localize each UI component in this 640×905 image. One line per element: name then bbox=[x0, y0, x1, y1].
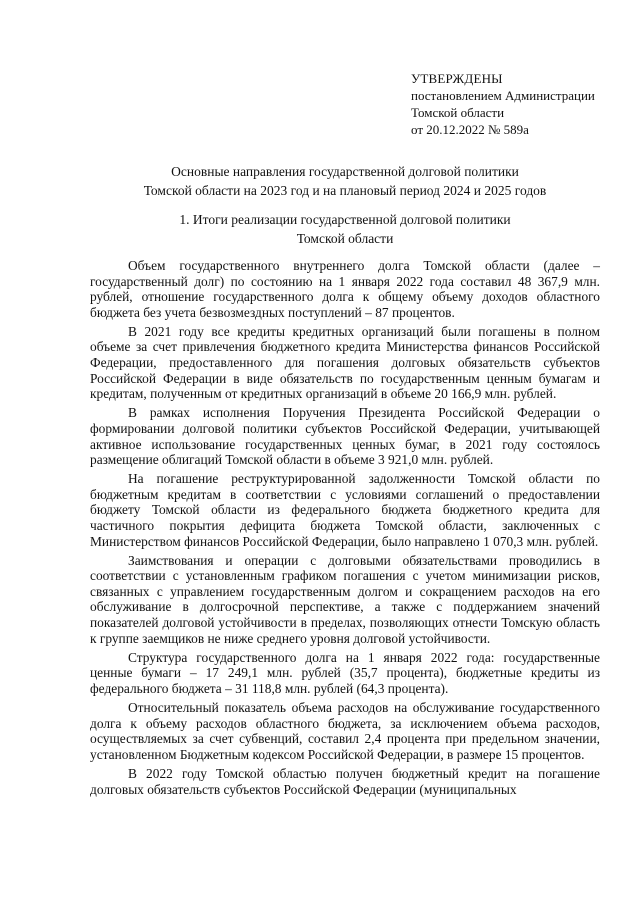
body-paragraph: В 2022 году Томской областью получен бюджетный кредит на погашение долговых обязательств субъектов Российской Федерации (муниципальных bbox=[90, 765, 600, 797]
section-heading bbox=[90, 210, 600, 248]
approval-issuer: постановлением Администрации bbox=[411, 88, 595, 103]
approval-heading: УТВЕРЖДЕНЫ bbox=[411, 71, 503, 86]
document-body bbox=[90, 258, 600, 797]
document-title bbox=[90, 162, 600, 200]
body-paragraph: В 2021 году все кредиты кредитных организаций были погашены в полном объеме за счет привлечения бюджетного кредита Министерства финансов Российской Федерации, предоставленного для погашения долговых обязательств субъектов Российской Федерации в виде обязательств по государственным ценным бумагам и кредитам, полученным от кредитных организаций в объеме 20 166,9 млн. рублей. bbox=[90, 323, 600, 402]
approval-region: Томской области bbox=[411, 105, 505, 120]
body-paragraph: Относительный показатель объема расходов на обслуживание государственного долга к объему расходов областного бюджета, за исключением объема расходов, осуществляемых за счет субвенций, составил 2,4 процента при предельном значении, установленном Бюджетным кодексом Российской Федерации, в размере 15 процентов. bbox=[90, 700, 600, 762]
document-title-line: Основные направления государственной долговой политики bbox=[171, 164, 519, 179]
section-heading-line: Томской области bbox=[296, 231, 394, 246]
approval-stamp bbox=[411, 70, 595, 138]
body-paragraph: На погашение реструктурированной задолженности Томской области по бюджетным кредитам в соответствии с условиями соглашений о предоставлении бюджету Томской области из федерального бюджета бюджетного кредита для частичного покрытия дефицита бюджета Томской области, заключенных с Министерством финансов Российской Федерации, было направлено 1 070,3 млн. рублей. bbox=[90, 471, 600, 549]
section-heading-line: 1. Итоги реализации государственной долговой политики bbox=[179, 212, 511, 227]
approval-date-number: от 20.12.2022 № 589а bbox=[411, 122, 529, 137]
document-title-line: Томской области на 2023 год и на плановый период 2024 и 2025 годов bbox=[143, 183, 547, 198]
body-paragraph: Структура государственного долга на 1 января 2022 года: государственные ценные бумаги – 17 249,1 млн. рублей (35,7 процента), бюджетные кредиты из федерального бюджета – 31 118,8 млн. рублей (64,3 процента). bbox=[90, 649, 600, 696]
body-paragraph: Заимствования и операции с долговыми обязательствами проводились в соответствии с установленным графиком погашения с учетом минимизации рисков, связанных с управлением государственным долгом и сокращением расходов на его обслуживание в долгосрочной перспективе, а также с поддержанием значений показателей долговой устойчивости в пределах, позволяющих отнести Томскую область к группе заемщиков не ниже среднего уровня долговой устойчивости. bbox=[90, 552, 600, 646]
body-paragraph: В рамках исполнения Поручения Президента Российской Федерации о формировании долговой политики субъектов Российской Федерации, учитывающей активное использование государственных ценных бумаг, в 2021 году состоялось размещение облигаций Томской области в объеме 3 921,0 млн. рублей. bbox=[90, 405, 600, 468]
body-paragraph: Объем государственного внутреннего долга Томской области (далее – государственный долг) по состоянию на 1 января 2022 года составил 48 367,9 млн. рублей, отношение государственного долга к общему объему доходов областного бюджета без учета безвозмездных поступлений – 87 процентов. bbox=[90, 258, 600, 320]
